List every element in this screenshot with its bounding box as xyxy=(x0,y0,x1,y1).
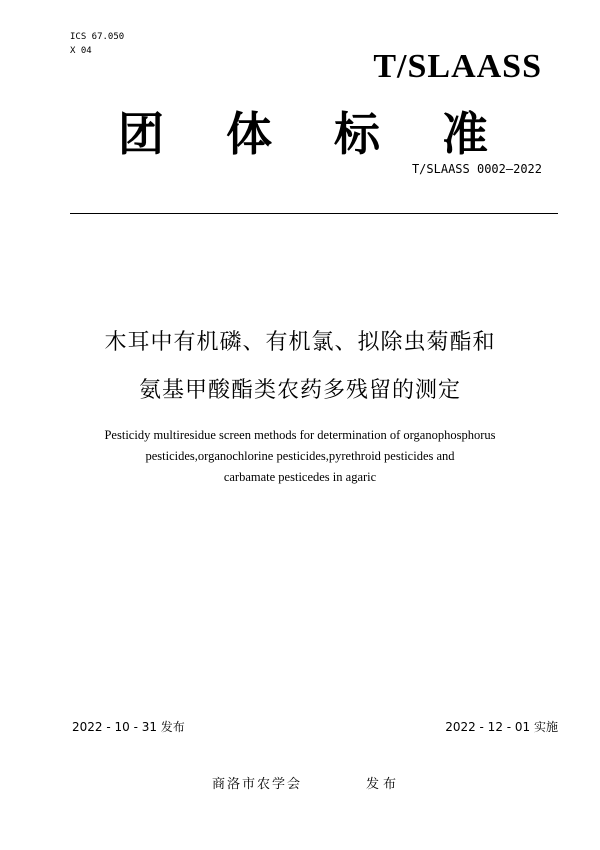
classification-codes xyxy=(70,30,124,58)
chinese-title-line-2: 氨基甲酸酯类农药多残留的测定 xyxy=(138,378,461,403)
header-divider xyxy=(70,213,558,214)
doc-type-char-1: 团 xyxy=(118,107,164,161)
english-title-line-3: carbamate pesticedes in agaric xyxy=(223,470,377,484)
document-type-title xyxy=(118,104,488,164)
implementation-date: 2022 - 12 - 01 实施 xyxy=(445,720,558,734)
english-title-line-1: Pesticidy multiresidue screen methods for determination of organophosphorus xyxy=(104,428,496,442)
doc-type-char-3: 标 xyxy=(334,107,380,161)
english-title xyxy=(40,425,560,488)
ccs-code: X 04 xyxy=(70,46,92,56)
issue-date: 2022 - 10 - 31 发布 xyxy=(72,720,185,734)
organization-brand: T/SLAASS xyxy=(373,48,542,85)
ics-code: ICS 67.050 xyxy=(70,32,125,42)
doc-type-char-4: 准 xyxy=(442,107,488,161)
publisher-name: 商洛市农学会 xyxy=(212,777,303,792)
english-title-line-2: pesticides,organochlorine pesticides,pyrethroid pesticides and xyxy=(145,449,455,463)
chinese-title-line-1: 木耳中有机磷、有机氯、拟除虫菊酯和 xyxy=(104,330,496,355)
doc-type-char-2: 体 xyxy=(226,107,272,161)
standard-number: T/SLAASS 0002—2022 xyxy=(411,162,542,176)
publish-label: 发布 xyxy=(366,777,401,792)
